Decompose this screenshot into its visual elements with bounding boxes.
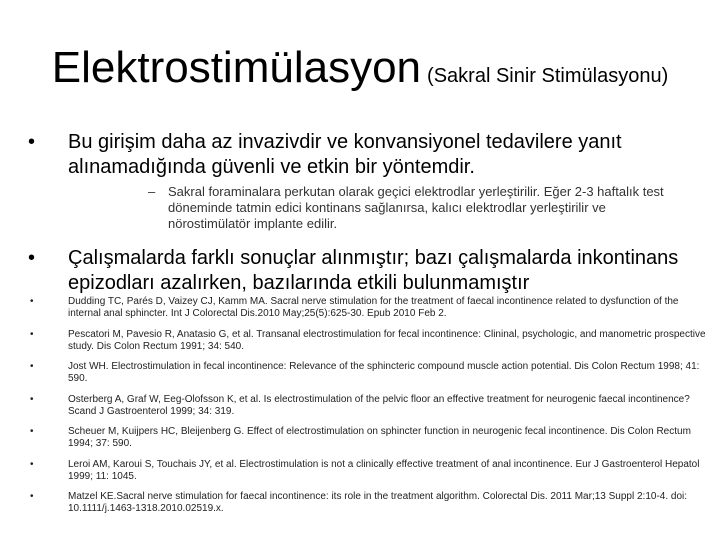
bullet-marker: • <box>30 328 34 340</box>
bullet-text: Bu girişim daha az invazivdir ve konvansiyonel tedavilere yanıt alınamadığında güvenli ve etkin bir yöntemdir. <box>68 131 622 178</box>
reference-item <box>30 491 690 524</box>
bullet-marker: • <box>30 458 34 470</box>
reference-item <box>30 394 690 427</box>
reference-text: Matzel KE.Sacral nerve stimulation for faecal incontinence: its role in the treatment algorithm. Colorectal Dis. 2011 Mar;13 Suppl 2:10-4. doi: 10.1111/j.1463-1318.2010.02519.x. <box>68 491 688 514</box>
sub-bullet-text: Sakral foraminalara perkutan olarak geçici elektrodlar yerleştirilir. Eğer 2-3 haftalık test döneminde tatmin edici kontinans sağlanırsa, kalıcı elektrodlar yerleştirilir ve nörostimülatör implante edilir. <box>168 184 664 231</box>
dash-marker: – <box>148 184 156 199</box>
bullet-text: Çalışmalarda farklı sonuçlar alınmıştır; bazı çalışmalarda inkontinans epizodları azalırken, bazılarında etkili bulunmamıştır <box>68 247 679 294</box>
bullet-marker: • <box>30 296 34 307</box>
bullet-marker: • <box>28 131 36 153</box>
reference-text: Scheuer M, Kuijpers HC, Bleijenberg G. Effect of electrostimulation on sphincter function in neurogenic fecal incontinence. Dis Colon Rectum 1994; 37: 590. <box>68 426 691 449</box>
reference-text: Leroi AM, Karoui S, Touchais JY, et al. Electrostimulation is not a clinically effective treatment of anal incontinence. Eur J Gastroenterol Hepatol 1999; 11: 1045. <box>68 458 700 482</box>
bullet-marker: • <box>30 361 34 372</box>
reference-item <box>30 328 706 362</box>
reference-item <box>30 296 690 329</box>
title-subtitle: (Sakral Sinir Stimülasyonu) <box>427 65 669 87</box>
reference-item <box>30 426 690 459</box>
reference-item <box>30 361 700 394</box>
reference-text: Pescatori M, Pavesio R, Anatasio G, et al. Transanal electrostimulation for fecal incontinence: Clininal, psychologic, and manometric prospective study. Dis Colon Rectum 1991; 34: 540. <box>68 328 706 352</box>
slide-title <box>0 40 720 96</box>
reference-text: Dudding TC, Parés D, Vaizey CJ, Kamm MA. Sacral nerve stimulation for the treatment of faecal incontinence related to dysfunction of the internal anal sphincter. Int J Colorectal Dis.2010 May;25(5):625-30. Epub 2010 Feb 2. <box>68 296 679 319</box>
bullet-marker: • <box>30 393 34 405</box>
bullet-marker: • <box>30 491 34 502</box>
bullet-marker: • <box>30 426 34 437</box>
reference-list <box>30 296 706 524</box>
reference-text: Osterberg A, Graf W, Eeg-Olofsson K, et al. Is electrostimulation of the pelvic floor an effective treatment for neurogenic faecal incontinence? Scand J Gastroenterol 1999; 34: 319. <box>68 393 690 417</box>
reference-item <box>30 458 700 492</box>
bullet-marker: • <box>28 247 36 269</box>
reference-text: Jost WH. Electrostimulation in fecal incontinence: Relevance of the sphincteric compound muscle action potential. Dis Colon Rectum 1998; 41: 590. <box>68 361 700 384</box>
title-main: Elektrostimülasyon <box>51 43 422 92</box>
